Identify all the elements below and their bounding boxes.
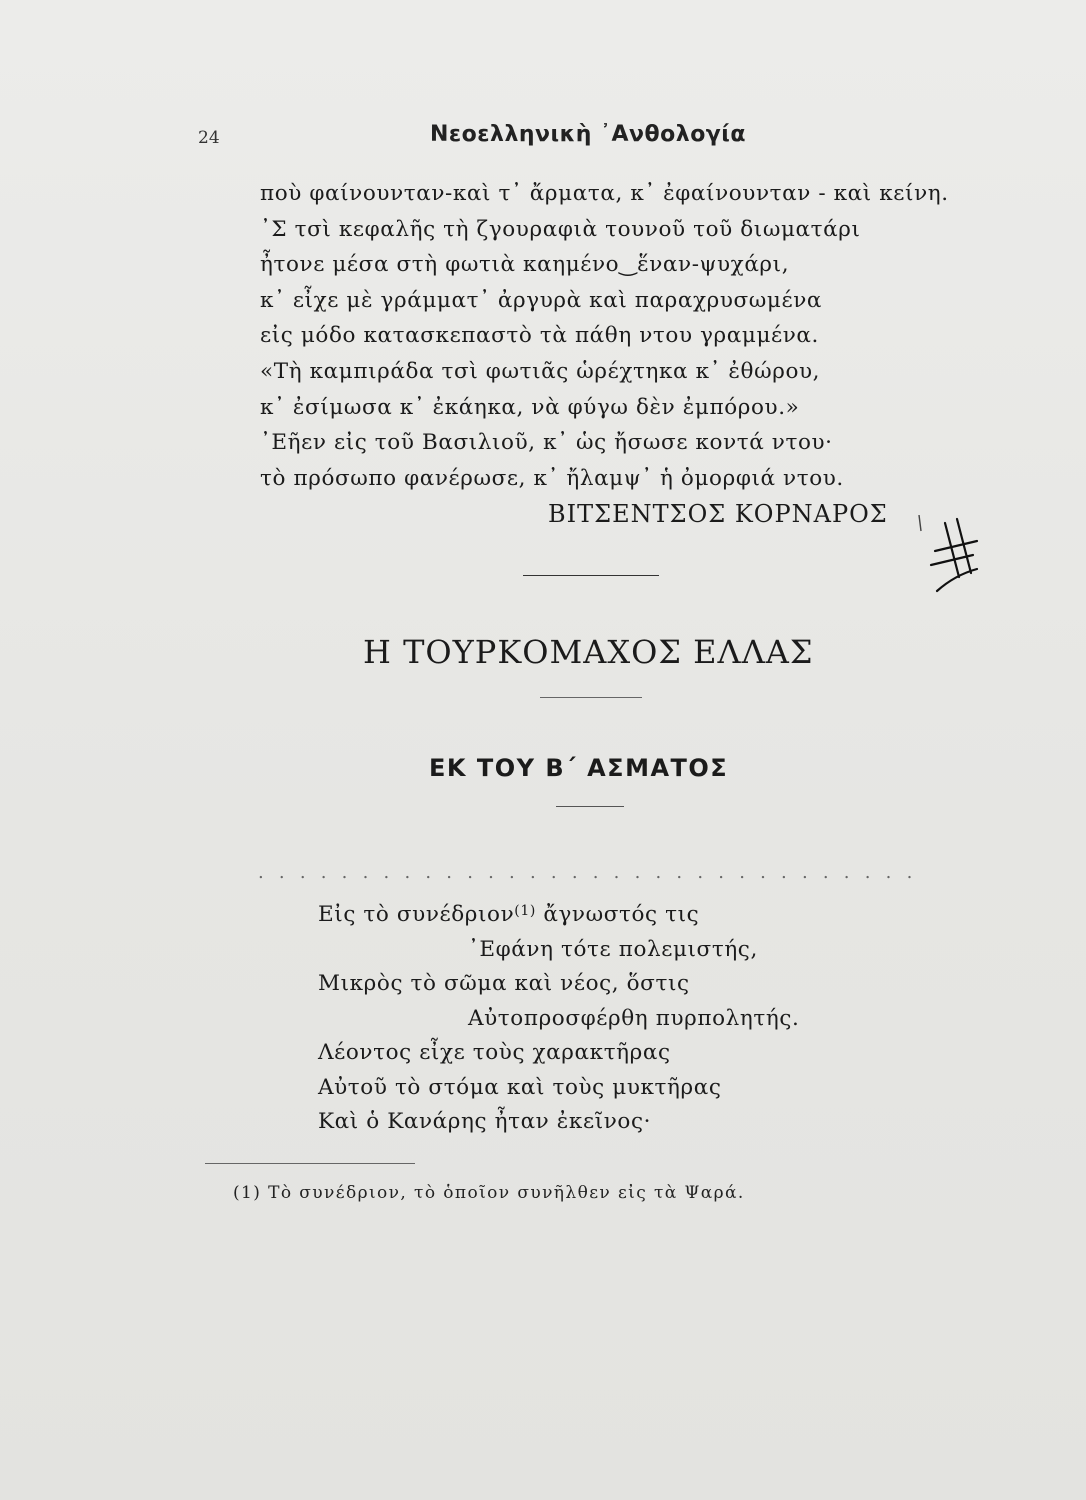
poem-line: ποὺ φαίνουνταν-καὶ τ᾿ ἄρματα, κ᾿ ἐφαίνουνταν - καὶ κείνη. [260,181,949,206]
poem-line: ᾿Εφάνη τότε πολεμιστής, [468,936,758,962]
poem-line: κ᾿ ἐσίμωσα κ᾿ ἐκάηκα, νὰ φύγω δὲν ἐμπόρου.» [260,394,800,420]
author-name: ΒΙΤΣΕΝΤΣΟΣ ΚΟΡΝΑΡΟΣ [548,500,888,528]
poem-line [318,894,878,933]
poem-line: Καὶ ὁ Κανάρης ἦταν ἐκεῖνος· [318,1109,652,1134]
poem-line: τὸ πρόσωπο φανέρωσε, κ᾿ ἤλαμψ᾿ ἡ ὀμορφιά ντου. [260,465,844,491]
footnote: (1) Τὸ συνέδριον, τὸ ὁποῖον συνῆλθεν εἰς τὰ Ψαρά. [233,1183,745,1203]
poem-line: Αὐτοπροσφέρθη πυρπολητής. [468,1005,800,1031]
footnote-rule [205,1163,415,1164]
poem-line: εἰς μόδο κατασκεπαστὸ τὰ πάθη ντου γραμμένα. [260,323,819,349]
section-title: Η ΤΟΥΡΚΟΜΑΧΟΣ ΕΛΛΑΣ [363,633,814,671]
poem-line: ἦτονε μέσα στὴ φωτιὰ καημένο‿ἕναν-ψυχάρι, [260,252,790,278]
poem-line: Αὐτοῦ τὸ στόμα καὶ τοὺς μυκτῆρας [318,1074,722,1100]
poem-line: Μικρὸς τὸ σῶμα καὶ νέος, ὅστις [318,971,690,996]
poem-excerpt-erotokritos [260,176,980,496]
separator-rule [540,697,642,698]
page-number: 24 [198,128,220,148]
poem-line: ᾿Εῆεν εἰς τοῦ Βασιλιοῦ, κ᾿ ὡς ἤσωσε κοντά ντου· [260,430,833,456]
separator-rule [556,806,624,807]
poem-line: Λέοντος εἶχε τοὺς χαρακτῆρας [318,1040,671,1065]
footnote-reference: (1) [514,903,536,919]
ellipsis-dots: ................................ [258,862,928,883]
handwritten-mark-icon [915,515,985,605]
poem-line-text: Εἰς τὸ συνέδριον [318,902,515,927]
poem-line: ᾿Σ τσὶ κεφαλῆς τὴ ζγουραφιὰ τουνοῦ τοῦ διωματάρι [260,216,861,242]
poem-line: κ᾿ εἶχε μὲ γράμματ᾿ ἀργυρὰ καὶ παραχρυσωμένα [260,287,823,313]
running-title: Νεοελληνικὴ ᾿Ανθολογία [430,122,746,147]
separator-rule [523,575,659,576]
poem-excerpt-solomos [318,894,878,1140]
section-subtitle: ΕΚ ΤΟΥ Β΄ ΑΣΜΑΤΟΣ [429,754,729,782]
poem-line: «Τὴ καμπιράδα τσὶ φωτιᾶς ὡρέχτηκα κ᾿ ἐθώρου, [260,358,821,384]
poem-line-text: ἄγνωστός τις [535,902,700,927]
